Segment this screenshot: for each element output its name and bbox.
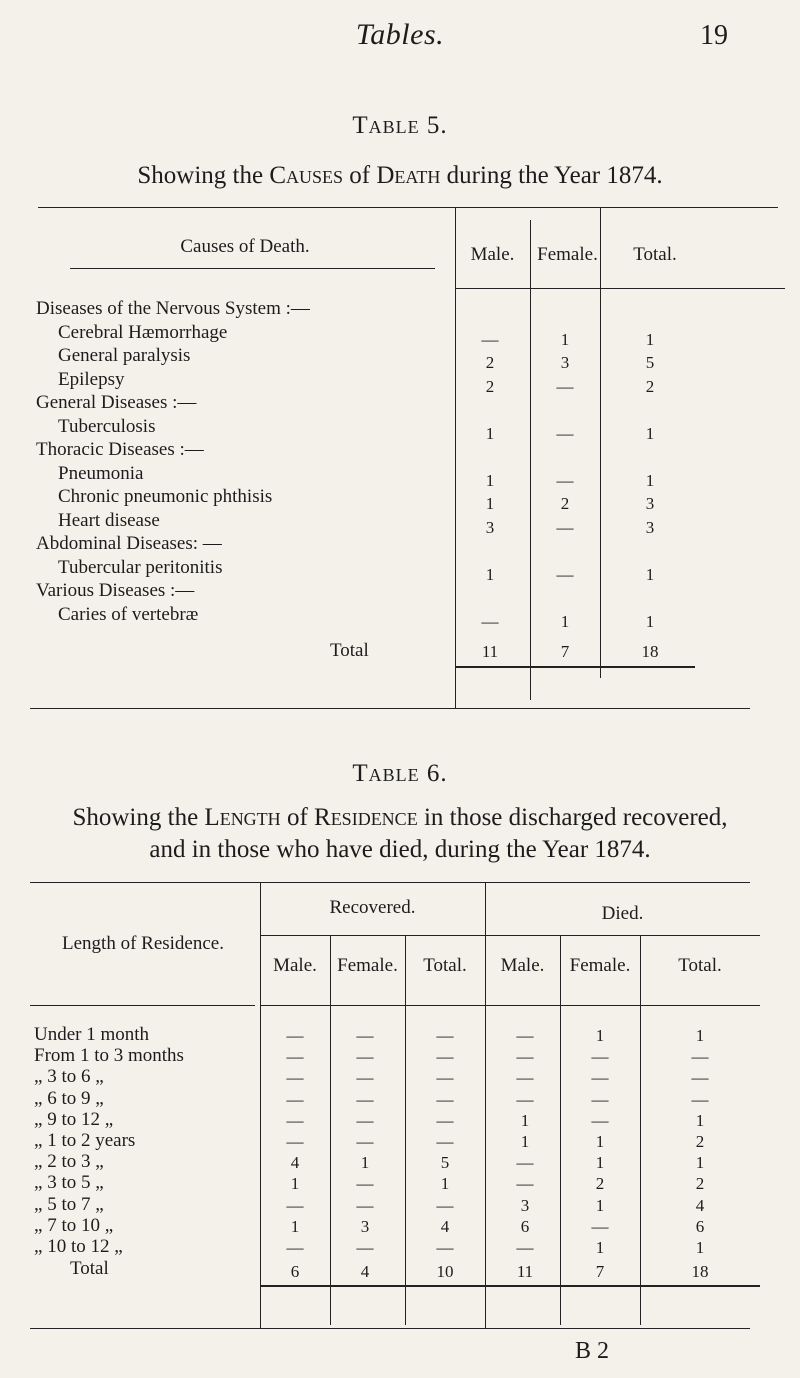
group-header-recovered: Recovered. [329,897,416,918]
label-from: 1 [79,1045,90,1067]
cause-name: Caries of vertebræ [58,603,199,625]
label-unit: „ [95,1066,104,1088]
cell-value: 3 [520,1195,530,1215]
cell-value: 1 [290,1216,300,1236]
cell-female: — [556,470,574,490]
residence-label: „ 6 to 9 „ [34,1087,104,1109]
label-from: 1 [47,1130,57,1151]
label-prefix: „ [34,1193,43,1215]
cell-value: 1 [360,1153,370,1173]
cell-value: — [356,1132,374,1151]
page-number: 19 [700,20,728,51]
caption-text: Causes [269,162,344,189]
cell-value: — [436,1110,454,1130]
col-header-male: Male. [470,244,515,265]
cause-name: Epilepsy [58,368,125,390]
label-from: 6 [47,1087,57,1109]
col-header-length: Length of Residence. [62,933,224,954]
label-prefix: „ [34,1172,43,1194]
section-label: Diseases of the Nervous System :— [36,298,310,319]
cell-male: 2 [485,353,495,372]
cell-female: 1 [560,611,570,631]
label-prefix: „ [34,1108,43,1130]
label-from: 7 [47,1214,57,1236]
cell-value: 1 [520,1132,530,1151]
residence-label: „ 2 to 3 „ [34,1151,104,1173]
cell-total: 1 [645,611,655,631]
label-from: 3 [47,1172,57,1194]
label-unit: month [100,1024,150,1045]
residence-label: „ 3 to 5 „ [34,1172,104,1194]
cell-value: — [691,1047,709,1067]
sub-header-died-male: Male. [500,955,545,976]
cell-value: — [356,1026,374,1045]
label-to: 7 [80,1193,91,1215]
cell-value: — [436,1089,454,1109]
cell-value: — [516,1026,534,1045]
sub-header-rec-total: Total. [423,955,467,976]
caption-text: Showing the [72,804,205,831]
cell-value: — [516,1047,534,1067]
cell-value: — [591,1216,609,1236]
cell-value: — [286,1238,304,1257]
cell-value: — [436,1195,454,1215]
label-to: 3 [113,1045,124,1067]
sub-header-died-total: Total. [678,955,722,976]
cell-value: 1 [695,1238,705,1257]
label-prefix: „ [34,1066,43,1088]
cell-value: 4 [695,1195,705,1215]
cell-total: 2 [645,376,655,396]
cell-value: 6 [520,1216,530,1236]
cell-value: — [356,1047,374,1067]
cell-value: — [286,1195,304,1215]
residence-label: „ 5 to 7 „ [34,1193,104,1215]
label-to: 3 [80,1151,91,1173]
cell-value: — [286,1068,304,1088]
label-unit: years [95,1130,136,1151]
caption-text: during the Year 1874. [440,162,663,189]
cell-value: — [286,1047,304,1067]
cell-male: 1 [485,470,495,490]
cell-value: — [286,1089,304,1109]
cause-name: General paralysis [58,345,191,366]
cell-value: 1 [520,1110,530,1130]
running-title: Tables. [355,18,445,51]
section-label: Thoracic Diseases :— [36,439,204,460]
cell-value: 1 [695,1110,705,1130]
label-unit: „ [104,1108,114,1130]
label-prefix: Under [34,1024,82,1045]
label-from: 9 [47,1108,57,1130]
caption-text: Death [376,162,441,189]
label-from: 5 [47,1193,57,1215]
caption-text: Residence [314,804,418,831]
cell-value: 4 [440,1216,450,1236]
cell-value: 2 [595,1174,605,1194]
label-to: 5 [80,1172,91,1194]
cell-total: 1 [645,470,655,490]
cell-value: — [356,1238,374,1257]
residence-label: From 1 to 3 months [34,1045,184,1067]
cell-value: — [436,1238,454,1257]
cell-value: 2 [695,1174,705,1194]
label-prefix: „ [34,1130,43,1151]
label-prefix: „ [34,1214,43,1236]
label-prefix: From [34,1045,76,1067]
cell-female: — [556,423,574,443]
table5-heading: Table 5. [352,112,448,139]
label-unit: „ [95,1087,104,1109]
col-header-cause: Causes of Death. [180,236,310,257]
cell-value: — [436,1047,454,1067]
caption-text: and in those who have died, during the Year 1874. [149,836,651,863]
sub-header-died-female: Female. [569,955,631,976]
table6-total-label: Total [70,1258,109,1279]
cell-value: — [591,1110,609,1130]
cause-name: Cerebral Hæmorrhage [58,321,228,343]
label-prefix: „ [34,1236,43,1257]
cell-value: — [516,1174,534,1194]
cell-total: 1 [645,564,655,584]
caption-text: of [280,804,315,831]
label-to: 9 [80,1087,91,1109]
cause-name: Chronic pneumonic phthisis [58,486,273,507]
table5-total-label: Total [330,640,369,661]
signature-mark: B 2 [575,1338,610,1364]
cell-value: 6 [695,1216,705,1236]
cell-value: 1 [290,1174,300,1194]
cell-value: — [591,1047,609,1067]
table6-total: 10 [436,1262,454,1281]
residence-label: „ 3 to 6 „ [34,1066,104,1088]
cell-value: — [356,1195,374,1215]
cell-value: 1 [595,1153,605,1173]
cell-value: 1 [595,1026,605,1045]
group-header-died: Died. [601,903,644,924]
cell-male: 3 [485,517,495,537]
table6-total: 4 [360,1262,370,1281]
cell-value: 1 [595,1195,605,1215]
caption-text: Length [204,804,281,831]
label-to: 12 [80,1108,100,1130]
cell-value: — [356,1068,374,1088]
cell-value: — [591,1068,609,1088]
label-to: 6 [80,1066,91,1088]
cause-name: Pneumonia [58,462,144,484]
cell-value: — [691,1068,709,1088]
label-unit: months [127,1045,184,1067]
cell-total: 1 [645,329,655,349]
label-prefix: „ [34,1151,43,1173]
cell-value: — [436,1068,454,1088]
cell-value: — [286,1132,304,1151]
cell-value: 1 [695,1026,705,1045]
cell-value: 5 [440,1153,450,1173]
cell-value: 1 [595,1132,605,1151]
cell-female: — [556,517,574,537]
cell-value: — [516,1089,534,1109]
cell-value: 1 [440,1174,450,1194]
cell-value: — [356,1174,374,1194]
label-unit: „ [104,1214,114,1236]
cell-value: — [286,1110,304,1130]
table6-total: 18 [691,1262,709,1281]
cell-value: 1 [695,1153,705,1173]
cell-total: 3 [645,517,655,537]
caption-text: Showing the [137,162,270,189]
cell-total: 5 [645,353,655,372]
cell-value: — [516,1153,534,1173]
cell-male: 1 [485,494,495,513]
cell-value: — [591,1089,609,1109]
cell-male: 1 [485,564,495,584]
sub-header-rec-male: Male. [273,955,317,976]
caption-text: of [343,162,377,189]
cell-male: — [481,329,499,349]
label-to: 12 [90,1236,110,1257]
label-unit: „ [95,1193,104,1215]
table6-total: 7 [595,1262,605,1281]
table5-total-male: 11 [481,642,499,661]
label-prefix: „ [34,1087,43,1109]
col-header-total: Total. [633,244,677,265]
table6-total: 6 [290,1262,300,1281]
cell-female: — [556,564,574,584]
cell-female: — [556,376,574,396]
cell-male: 1 [485,423,495,443]
cell-female: 1 [560,329,570,349]
cell-value: — [516,1238,534,1257]
cell-value: 2 [695,1132,705,1151]
cause-name: Tuberculosis [58,415,156,437]
cell-value: — [356,1089,374,1109]
residence-label: „ 7 to 10 „ [34,1214,114,1236]
cell-value: — [356,1110,374,1130]
table6-heading: Table 6. [352,760,448,787]
cell-value: 4 [290,1153,300,1173]
residence-label: „ 9 to 12 „ [34,1108,114,1130]
cell-male: 2 [485,376,495,396]
label-to: 2 [80,1130,91,1151]
cell-value: 3 [360,1216,370,1236]
cell-value: — [436,1132,454,1151]
caption-text: in those discharged recovered, [417,804,728,831]
section-label: Abdominal Diseases: — [36,533,222,554]
label-from: 1 [86,1024,96,1045]
table5-total-female: 7 [560,642,570,661]
cell-total: 1 [645,423,655,443]
label-to: 10 [80,1214,100,1236]
label-unit: „ [95,1172,104,1194]
cause-name: Heart disease [58,509,160,531]
sub-header-rec-female: Female. [337,955,398,976]
label-unit: „ [114,1236,123,1257]
label-from: 2 [47,1151,57,1173]
section-label: General Diseases :— [36,392,197,413]
cell-value: 1 [595,1238,605,1257]
table5-total-total: 18 [641,642,659,661]
residence-label [34,1024,149,1046]
residence-label: „ 10 to 12 „ [34,1236,123,1257]
col-header-female: Female. [537,244,598,265]
cell-value: — [516,1068,534,1088]
table6-caption [0,802,800,866]
cell-value: — [286,1026,304,1045]
cell-male: — [481,611,499,631]
label-from: 10 [47,1236,67,1257]
cell-female: 3 [560,353,570,372]
cell-total: 3 [645,494,655,513]
label-from: 3 [47,1066,57,1088]
section-label: Various Diseases :— [36,580,195,601]
cell-value: — [436,1026,454,1045]
cause-name: Tubercular peritonitis [58,556,223,578]
label-unit: „ [95,1151,104,1173]
cell-value: — [691,1089,709,1109]
residence-label: „ 1 to 2 years [34,1130,136,1151]
cell-female: 2 [560,494,570,513]
table6-total: 11 [516,1262,534,1281]
